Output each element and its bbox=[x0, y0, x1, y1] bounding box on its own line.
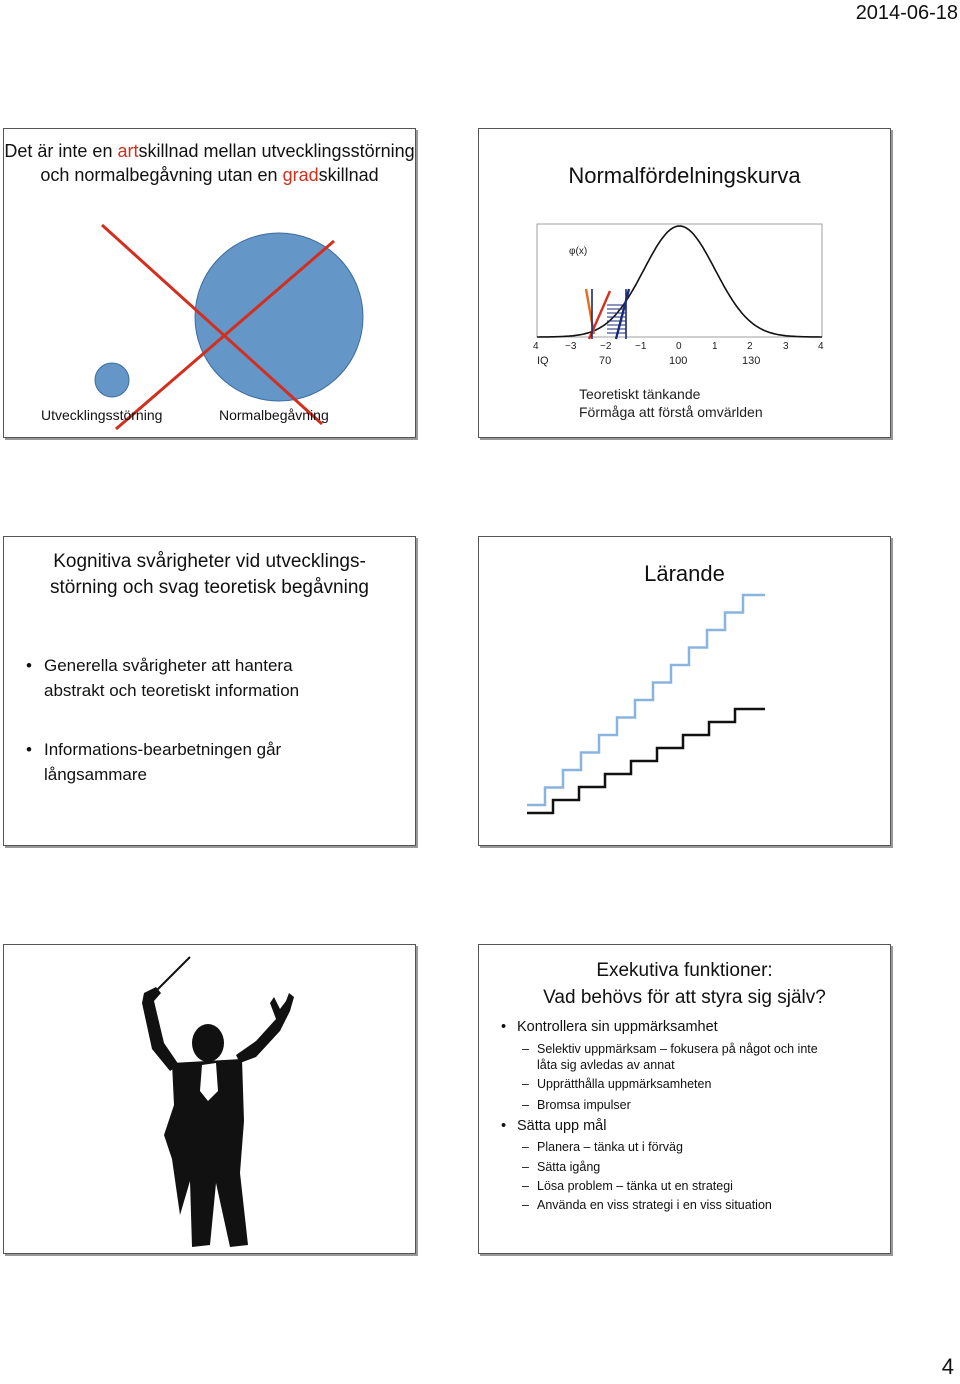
sub-line: – Selektiv uppmärksam – fokusera på något och inte bbox=[537, 1042, 818, 1056]
tick-label: 2 bbox=[747, 341, 753, 352]
baton bbox=[156, 957, 190, 991]
caption-line: Teoretiskt tänkande bbox=[579, 386, 701, 402]
slide4-title: Lärande bbox=[644, 561, 725, 586]
tick-label: −1 bbox=[635, 341, 647, 352]
slide-art-vs-grad bbox=[3, 128, 416, 438]
bullet-line: långsammare bbox=[44, 765, 147, 784]
bell-curve bbox=[537, 226, 822, 337]
slide2-title: Normalfördelningskurva bbox=[568, 163, 801, 188]
title-line: Kognitiva svårigheter vid utvecklings- bbox=[53, 551, 366, 572]
sub-anvanda: – Använda en viss strategi i en viss situation bbox=[522, 1197, 867, 1213]
slide1-diagram bbox=[4, 129, 415, 437]
slide-larande bbox=[478, 536, 891, 846]
caption-line: Förmåga att förstå omvärlden bbox=[579, 404, 763, 420]
sub-losa-problem: – Lösa problem – tänka ut en strategi bbox=[522, 1178, 867, 1194]
bullet-generella bbox=[26, 653, 299, 703]
sub-planera: – Planera – tänka ut i förväg bbox=[522, 1139, 867, 1155]
slide-conductor bbox=[3, 944, 416, 1254]
bullet-line: • Informations-bearbetningen går bbox=[44, 740, 282, 759]
iq-70: 70 bbox=[599, 355, 612, 367]
bullet-kontrollera: • Kontrollera sin uppmärksamhet bbox=[501, 1019, 718, 1035]
slide3-title bbox=[4, 549, 415, 601]
small-circle bbox=[95, 363, 129, 397]
conductor-silhouette bbox=[4, 945, 415, 1253]
arrow-navy bbox=[616, 289, 629, 339]
conductor-right-arm bbox=[236, 993, 294, 1063]
slide6-title bbox=[479, 957, 890, 1011]
title-highlight-grad: grad bbox=[282, 165, 319, 185]
sub-line: låta sig avledas av annat bbox=[537, 1058, 675, 1072]
slide-normalfordelning bbox=[478, 128, 891, 438]
tick-label: 4 bbox=[818, 341, 824, 352]
label-utvecklingsstorning: Utvecklingsstörning bbox=[41, 407, 163, 423]
bullet-line: abstrakt och teoretiskt information bbox=[44, 681, 300, 700]
stairs-black bbox=[527, 709, 765, 813]
stairs-diagram bbox=[479, 537, 890, 845]
tick-label: −2 bbox=[600, 341, 612, 352]
sub-selektiv bbox=[522, 1041, 867, 1073]
page-number: 4 bbox=[941, 1354, 954, 1379]
tick-label: −3 bbox=[565, 341, 577, 352]
slide-exekutiva-funktioner bbox=[478, 944, 891, 1254]
tick-label: 1 bbox=[712, 341, 718, 352]
conductor-head bbox=[192, 1024, 224, 1062]
page-date: 2014-06-18 bbox=[855, 2, 958, 24]
sub-uppratthalla: – Upprätthålla uppmärksamheten bbox=[522, 1076, 867, 1092]
conductor-left-arm bbox=[142, 987, 179, 1071]
iq-100: 100 bbox=[669, 355, 688, 367]
tick-label: 4 bbox=[533, 341, 539, 352]
title-line: störning och svag teoretisk begåvning bbox=[50, 577, 369, 598]
bullet-satta-upp-mal: • Sätta upp mål bbox=[501, 1118, 606, 1134]
tick-label: 3 bbox=[783, 341, 789, 352]
title-line: Vad behövs för att styra sig själv? bbox=[543, 987, 826, 1008]
large-circle bbox=[195, 233, 363, 401]
tick-label: 0 bbox=[676, 341, 682, 352]
title-line: Exekutiva funktioner: bbox=[596, 960, 773, 981]
plot-frame bbox=[537, 224, 822, 337]
title-highlight-art: art bbox=[117, 141, 139, 161]
stairs-blue bbox=[527, 595, 765, 805]
phi-label: φ(x) bbox=[569, 246, 588, 257]
sub-bromsa: – Bromsa impulser bbox=[522, 1097, 867, 1113]
label-normalbegavning: Normalbegåvning bbox=[219, 407, 329, 423]
title-text: skillnad bbox=[318, 165, 379, 185]
title-text: skillnad mellan utvecklingsstörning och normalbegåvning utan en bbox=[40, 141, 415, 185]
iq-label: IQ bbox=[537, 355, 549, 367]
bullet-informationsbearbetning bbox=[26, 737, 281, 787]
slide-kognitiva-svarigheter bbox=[3, 536, 416, 846]
slide2-caption bbox=[579, 385, 763, 421]
title-text: Det är inte en bbox=[4, 141, 118, 161]
sub-satta-igang: – Sätta igång bbox=[522, 1159, 867, 1175]
bullet-line: • Generella svårigheter att hantera bbox=[44, 656, 293, 675]
iq-130: 130 bbox=[742, 355, 761, 367]
